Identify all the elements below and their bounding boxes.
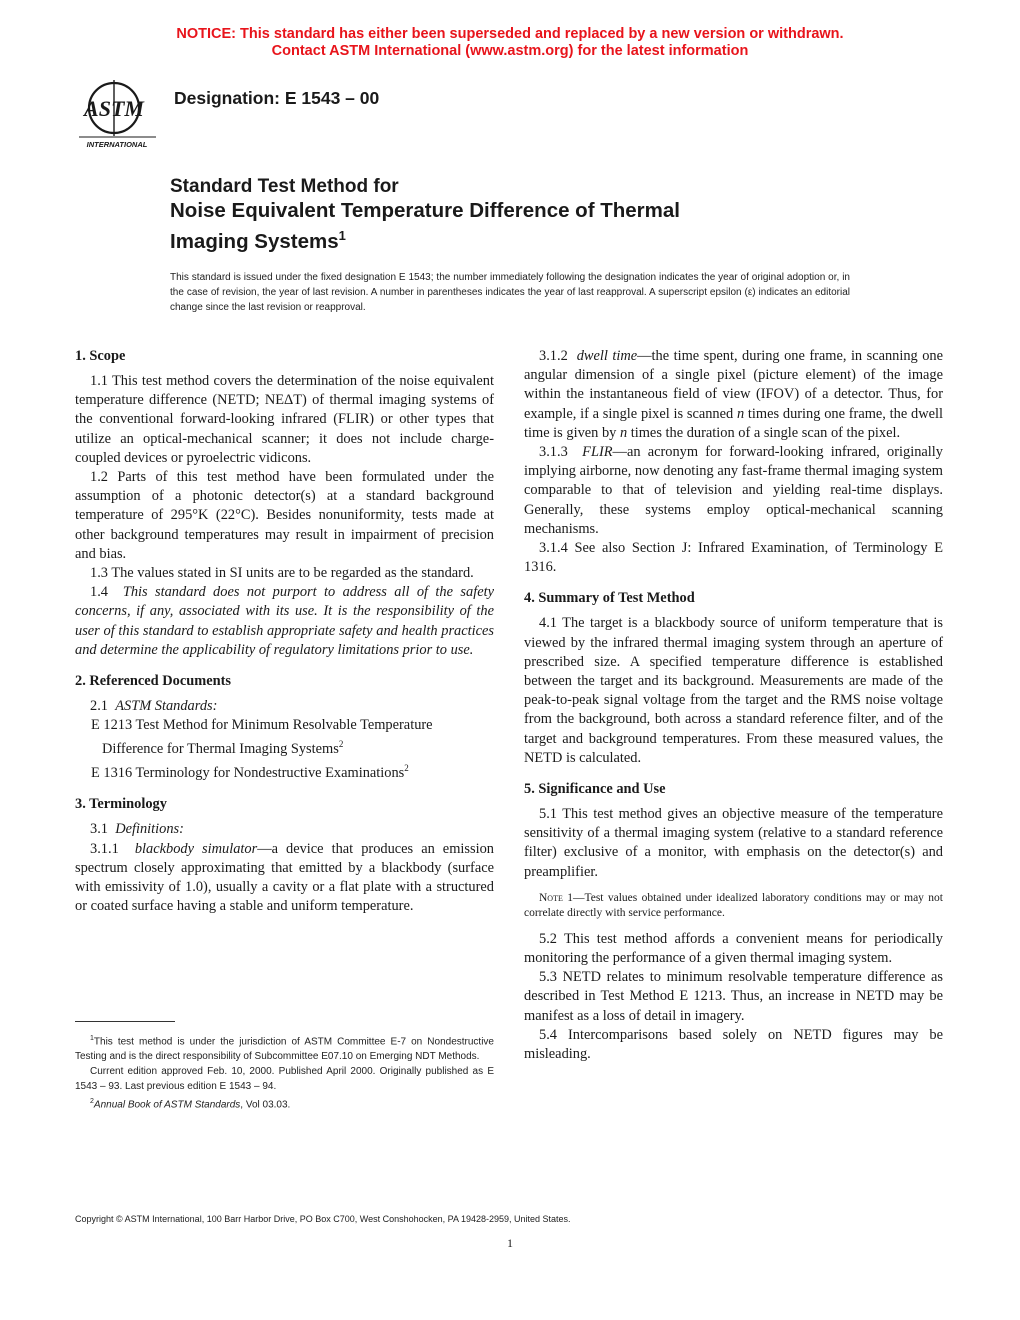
- para-3-1-2: 3.1.2 dwell time—the time spent, during one frame, in scanning one angular dimension of a single pixel (picture element) of the image within the instantaneous field of view (IFOV) of a detector. Thus, for example, if a single pixel is scanned n times during one frame, the dwell time is given by n times the duration of a single scan of the pixel.: [524, 348, 943, 441]
- footnote-1: $^1$This test method is under the jurisdiction of ASTM Committee E-7 on Nondestructive Testing and is the direct responsibility of Subcommittee E07.10 on Emerging NDT Methods.: [75, 1035, 494, 1063]
- title-pre: Standard Test Method for: [170, 176, 399, 197]
- section-4-heading: 4. Summary of Test Method: [524, 590, 695, 607]
- para-5-1: 5.1 This test method gives an objective measure of the temperature sensitivity of a thermal imaging system (relative to a standard reference filter) exclusive of a monitor, with emphasis on the detector(s) and preamplifier.: [524, 806, 943, 880]
- para-1-3: 1.3 The values stated in SI units are to be regarded as the standard.: [90, 565, 474, 582]
- section-5-heading: 5. Significance and Use: [524, 781, 666, 798]
- reference-e1316: E 1316 Terminology for Nondestructive Examinations$^2$: [91, 763, 409, 782]
- footnotes: [75, 1021, 494, 1113]
- para-3-1: 3.1 Definitions:: [90, 821, 184, 838]
- para-2-1: 2.1 ASTM Standards:: [90, 698, 218, 715]
- reference-e1213: E 1213 Test Method for Minimum Resolvable Temperature Difference for Thermal Imaging Systems$^2$: [91, 717, 433, 758]
- title-line-2: Imaging Systems$^1$: [170, 228, 346, 253]
- para-5-4: 5.4 Intercomparisons based solely on NETD figures may be misleading.: [524, 1026, 943, 1063]
- issued-note: This standard is issued under the fixed designation E 1543; the number immediately following the designation indicates the year of original adoption or, in the case of revision, the year of last revision. A number in parentheses indicates the year of last reapproval. A superscript epsilon (ε) indicates an editorial change since the last revision or reapproval.: [170, 272, 850, 313]
- page-number: 1: [507, 1236, 513, 1250]
- para-1-4: 1.4 This standard does not purport to address all of the safety concerns, if any, associated with its use. It is the responsibility of the user of this standard to establish appropriate safety and health practices and determine the applicability of regulatory limitations prior to use.: [75, 584, 494, 658]
- logo-wordmark: ASTM: [84, 96, 144, 121]
- notice-line-2: Contact ASTM International (www.astm.org) for the latest information: [271, 43, 749, 59]
- section-1-heading: 1. Scope: [75, 348, 126, 364]
- left-column: [75, 347, 494, 916]
- para-1-2: 1.2 Parts of this test method have been formulated under the assumption of a photonic detector(s) at a standard background temperature of 295°K (22°C). Besides nonuniformity, tests made at other background temperatures may result in impairment of precision and bias.: [75, 469, 494, 562]
- para-3-1-4: 3.1.4 See also Section J: Infrared Examination, of Terminology E 1316.: [524, 540, 943, 576]
- footnote-1-continued: Current edition approved Feb. 10, 2000. Published April 2000. Originally published as E 1543 – 93. Last previous edition E 1543 – 94.: [75, 1066, 494, 1093]
- note-1: Note 1—Test values obtained under idealized laboratory conditions may or may not correlate directly with service performance.: [524, 891, 943, 920]
- logo-subtitle: INTERNATIONAL: [86, 140, 148, 149]
- section-2-heading: 2. Referenced Documents: [75, 673, 231, 690]
- title-line-1: Noise Equivalent Temperature Difference of Thermal: [170, 199, 680, 222]
- para-1-1: 1.1 This test method covers the determination of the noise equivalent temperature difference (NETD; NEΔT) of thermal imaging systems of the conventional forward-looking infrared (FLIR) or other types that utilize an optical-mechanical scanner; it does not include charge-coupled devices or pyroelectric vidicons.: [75, 373, 494, 466]
- para-5-2: 5.2 This test method affords a convenient means for periodically monitoring the performance of a given thermal imaging system.: [524, 930, 943, 967]
- para-4-1: 4.1 The target is a blackbody source of uniform temperature that is viewed by the infrared thermal imaging system through an aperture of prescribed size. A specified temperature difference is established between the target and its background. Measurements are made of the peak-to-peak signal voltage from the target and the RMS noise voltage from the background, both across a standard reference filter, and of the target and background temperatures. From these measured values, the NETD is calculated.: [524, 615, 943, 766]
- title-footnote-marker: 1: [338, 228, 346, 243]
- footnote-divider: [75, 1021, 175, 1022]
- para-3-1-3: 3.1.3 FLIR—an acronym for forward-looking infrared, originally implying airborne, now denoting any fast-frame thermal imaging system comparable to that of television and yielding real-time displays. Generally, these systems employ optical-mechanical scanning mechanisms.: [524, 444, 943, 537]
- copyright-line: Copyright © ASTM International, 100 Barr Harbor Drive, PO Box C700, West Conshohocken, PA 19428-2959, United States.: [75, 1214, 571, 1224]
- document-title: [170, 175, 870, 254]
- section-3-heading: 3. Terminology: [75, 796, 167, 813]
- footnote-2: $^2$Annual Book of ASTM Standards, Vol 03.03.: [90, 1098, 291, 1111]
- designation: Designation: E 1543 – 00: [174, 88, 380, 108]
- astm-logo-icon: [74, 74, 160, 150]
- para-3-1-1: 3.1.1 blackbody simulator—a device that produces an emission spectrum closely approximating that emitted by a blackbody (surface with emissivity of 1.0), usually a cavity or a flat plate with a structured or coated surface having a stable and uniform temperature.: [75, 840, 494, 915]
- para-5-3: 5.3 NETD relates to minimum resolvable temperature difference as described in Test Method E 1213. Thus, an increase in NETD may be manifest as a loss of detail in imagery.: [524, 969, 943, 1024]
- notice-line-1: NOTICE: This standard has either been superseded and replaced by a new version or withdrawn.: [176, 26, 844, 42]
- right-column: [524, 347, 943, 1064]
